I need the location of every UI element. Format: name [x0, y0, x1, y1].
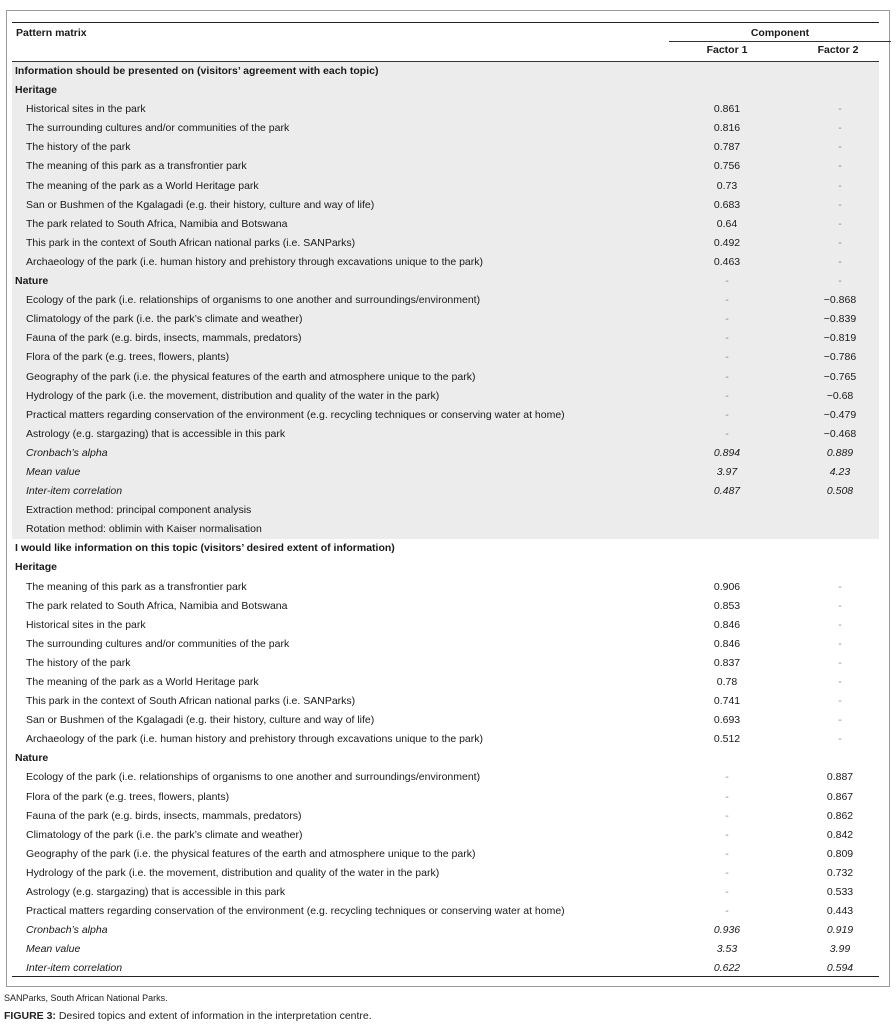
pattern-matrix-label: Pattern matrix	[16, 27, 87, 39]
table-row	[12, 329, 879, 348]
factor2-value: -	[838, 580, 842, 593]
factor1-value: -	[725, 905, 729, 918]
table-row	[12, 387, 879, 406]
factor1-value: 0.906	[713, 580, 741, 593]
method-note-label: Rotation method: oblimin with Kaiser normalisation	[26, 523, 262, 536]
component-underline	[669, 41, 891, 42]
table-body	[12, 62, 879, 979]
table-row-label: Practical matters regarding conservation of the environment (e.g. recycling techniques or conserving water at home)	[26, 408, 565, 421]
factor2-value: −0.765	[823, 370, 857, 383]
table-row	[12, 673, 879, 692]
factor1-value: 0.492	[713, 236, 741, 249]
table-row	[12, 730, 879, 749]
factor1-value: 0.741	[713, 695, 741, 708]
stat-row-label: Cronbach’s alpha	[26, 446, 108, 459]
table-row	[12, 234, 879, 253]
factor1-value: -	[725, 771, 729, 784]
table-row-label: Fauna of the park (e.g. birds, insects, mammals, predators)	[26, 809, 302, 822]
factor2-value: 3.99	[829, 943, 851, 956]
factor2-value: -	[838, 656, 842, 669]
factor1-value: 0.693	[713, 714, 741, 727]
table-row	[12, 635, 879, 654]
table-row-label: The meaning of the park as a World Heritage park	[26, 676, 259, 688]
table-row-label: Geography of the park (i.e. the physical features of the earth and atmosphere unique to the park)	[26, 370, 476, 383]
table-row-label: Astrology (e.g. stargazing) that is accessible in this park	[26, 427, 286, 440]
table-row	[12, 138, 879, 157]
factor1-value: 0.816	[713, 122, 741, 135]
table-row-label: This park in the context of South African national parks (i.e. SANParks)	[26, 236, 356, 249]
factor1-value: -	[725, 313, 729, 326]
table-row-label: The surrounding cultures and/or communities of the park	[26, 637, 290, 650]
stat-row	[12, 444, 879, 463]
factor2-value: -	[838, 695, 842, 708]
factor2-value: -	[838, 733, 842, 746]
caption-label: FIGURE 3:	[4, 1010, 56, 1022]
caption-text: Desired topics and extent of information in the interpretation centre.	[55, 1010, 372, 1022]
factor1-value: -	[725, 275, 729, 288]
factor1-value: -	[725, 370, 729, 383]
factor2-value: -	[838, 160, 842, 173]
group-heading-label: Nature	[15, 275, 49, 288]
group-heading-label: Heritage	[15, 84, 58, 97]
table-row	[12, 845, 879, 864]
factor1-value: -	[725, 847, 729, 860]
factor2-value: 0.533	[826, 886, 854, 899]
table-row-label: Climatology of the park (i.e. the park’s climate and weather)	[26, 828, 303, 841]
table-row-label: Astrology (e.g. stargazing) that is accessible in this park	[26, 886, 286, 899]
factor2-value: -	[838, 236, 842, 249]
table-row	[12, 215, 879, 234]
factor2-value: -	[838, 179, 842, 192]
table-row-label: The surrounding cultures and/or communities of the park	[26, 122, 290, 135]
table-row-label: Historical sites in the park	[26, 103, 146, 116]
group-heading	[12, 749, 879, 768]
table-row-label: Geography of the park (i.e. the physical features of the earth and atmosphere unique to the park)	[26, 847, 476, 860]
factor2-value: -	[838, 255, 842, 268]
table-row	[12, 406, 879, 425]
factor2-value: 0.919	[826, 924, 854, 937]
footnote: SANParks, South African National Parks.	[4, 993, 168, 1003]
factor2-value: -	[838, 198, 842, 211]
group-heading-label: Nature	[15, 752, 49, 765]
factor2-header: Factor 2	[817, 44, 859, 56]
table-row	[12, 425, 879, 444]
table-row-label: Practical matters regarding conservation of the environment (e.g. recycling techniques or conserving water at home)	[26, 905, 565, 918]
component-label: Component	[750, 27, 810, 39]
stat-row-label: Mean value	[26, 465, 81, 478]
factor1-value: 0.463	[713, 255, 741, 268]
table-row-label: Archaeology of the park (i.e. human history and prehistory through excavations unique to the park)	[26, 255, 484, 268]
table-row-label: Historical sites in the park	[26, 618, 146, 631]
factor2-value: −0.786	[823, 351, 857, 364]
factor2-value: -	[838, 275, 842, 288]
table-row	[12, 597, 879, 616]
table-row	[12, 692, 879, 711]
factor2-value: −0.819	[823, 332, 857, 345]
factor1-value: 0.512	[713, 733, 741, 746]
factor1-value: 0.78	[716, 676, 738, 688]
table-row-label: San or Bushmen of the Kgalagadi (e.g. their history, culture and way of life)	[26, 198, 375, 211]
factor2-value: −0.479	[823, 408, 857, 421]
factor1-value: 0.861	[713, 103, 741, 116]
factor1-value: 3.97	[716, 465, 738, 478]
factor2-value: −0.868	[823, 294, 857, 307]
factor1-value: -	[725, 809, 729, 822]
factor2-value: -	[838, 141, 842, 154]
table-row-label: The meaning of this park as a transfrontier park	[26, 160, 247, 173]
table-row	[12, 826, 879, 845]
factor1-value: -	[725, 332, 729, 345]
factor2-value: -	[838, 676, 842, 688]
stat-row	[12, 482, 879, 501]
stat-row	[12, 940, 879, 959]
method-note	[12, 501, 879, 520]
factor1-value: -	[725, 427, 729, 440]
factor1-value: 3.53	[716, 943, 738, 956]
factor2-value: -	[838, 714, 842, 727]
table-section	[12, 62, 879, 539]
factor1-value: 0.487	[713, 485, 741, 498]
method-note-label: Extraction method: principal component analysis	[26, 504, 252, 517]
method-note	[12, 520, 879, 539]
factor2-value: 4.23	[829, 465, 851, 478]
table-row-label: The meaning of the park as a World Heritage park	[26, 179, 259, 192]
table-row-label: Ecology of the park (i.e. relationships of organisms to one another and surroundings/environment)	[26, 771, 481, 784]
factor2-value: 0.862	[826, 809, 854, 822]
factor1-value: 0.846	[713, 637, 741, 650]
factor2-value: 0.887	[826, 771, 854, 784]
table-row-label: Fauna of the park (e.g. birds, insects, mammals, predators)	[26, 332, 302, 345]
factor2-value: 0.732	[826, 866, 854, 879]
factor2-value: -	[838, 217, 842, 230]
table-row	[12, 157, 879, 176]
factor1-value: -	[725, 828, 729, 841]
table-row-label: Flora of the park (e.g. trees, flowers, plants)	[26, 351, 230, 364]
table-row-label: The history of the park	[26, 141, 131, 154]
factor2-value: 0.809	[826, 847, 854, 860]
table-row	[12, 119, 879, 138]
factor1-value: -	[725, 389, 729, 402]
table-row	[12, 902, 879, 921]
factor1-value: -	[725, 886, 729, 899]
section-title	[12, 62, 879, 81]
stat-row-label: Mean value	[26, 943, 81, 956]
table-row	[12, 348, 879, 367]
factor2-value: 0.508	[826, 485, 854, 498]
table-row-label: Hydrology of the park (i.e. the movement, distribution and quality of the water in the park)	[26, 866, 440, 879]
table-row	[12, 177, 879, 196]
factor1-value: 0.936	[713, 924, 741, 937]
factor1-header: Factor 1	[706, 44, 748, 56]
factor1-value: -	[725, 351, 729, 364]
factor1-value: -	[725, 408, 729, 421]
table-row-label: San or Bushmen of the Kgalagadi (e.g. their history, culture and way of life)	[26, 714, 375, 727]
factor1-value: 0.853	[713, 599, 741, 612]
factor2-value: −0.839	[823, 313, 857, 326]
group-heading	[12, 272, 879, 291]
factor1-value: -	[725, 790, 729, 803]
factor1-value: 0.73	[716, 179, 738, 192]
factor2-value: −0.68	[826, 389, 854, 402]
factor1-value: 0.894	[713, 446, 741, 459]
table-row-label: The history of the park	[26, 656, 131, 669]
table-row	[12, 768, 879, 787]
table-row-label: Archaeology of the park (i.e. human history and prehistory through excavations unique to the park)	[26, 733, 484, 746]
factor2-value: -	[838, 103, 842, 116]
factor1-value: 0.846	[713, 618, 741, 631]
factor2-value: -	[838, 599, 842, 612]
table-row	[12, 864, 879, 883]
stat-row-label: Inter-item correlation	[26, 485, 123, 498]
table-row	[12, 291, 879, 310]
factor2-value: 0.594	[826, 962, 854, 975]
table-row	[12, 578, 879, 597]
factor2-value: −0.468	[823, 427, 857, 440]
table-row	[12, 807, 879, 826]
stat-row-label: Cronbach’s alpha	[26, 924, 108, 937]
factor1-value: 0.787	[713, 141, 741, 154]
factor2-value: -	[838, 637, 842, 650]
factor2-value: 0.443	[826, 905, 854, 918]
table-row	[12, 711, 879, 730]
section-title	[12, 539, 879, 558]
factor1-value: 0.683	[713, 198, 741, 211]
table-row-label: Hydrology of the park (i.e. the movement, distribution and quality of the water in the park)	[26, 389, 440, 402]
table-row	[12, 196, 879, 215]
table-row	[12, 883, 879, 902]
section-title-label: I would like information on this topic (visitors’ desired extent of information)	[15, 542, 395, 555]
table-row	[12, 253, 879, 272]
factor2-value: 0.889	[826, 446, 854, 459]
table-section	[12, 539, 879, 978]
factor2-value: -	[838, 122, 842, 135]
factor1-value: 0.756	[713, 160, 741, 173]
stat-row	[12, 921, 879, 940]
table-row-label: The meaning of this park as a transfrontier park	[26, 580, 247, 593]
table-row	[12, 788, 879, 807]
factor2-value: 0.842	[826, 828, 854, 841]
table-row-label: Flora of the park (e.g. trees, flowers, plants)	[26, 790, 230, 803]
stat-row-label: Inter-item correlation	[26, 962, 123, 975]
table-row	[12, 310, 879, 329]
table-bottom-rule	[12, 976, 879, 977]
factor1-value: -	[725, 294, 729, 307]
factor1-value: -	[725, 866, 729, 879]
section-title-label: Information should be presented on (visitors’ agreement with each topic)	[15, 65, 379, 77]
table-row-label: Ecology of the park (i.e. relationships of organisms to one another and surroundings/environment)	[26, 294, 481, 307]
group-heading	[12, 81, 879, 100]
table-row-label: This park in the context of South African national parks (i.e. SANParks)	[26, 695, 356, 708]
factor2-value: 0.867	[826, 790, 854, 803]
table-row-label: Climatology of the park (i.e. the park’s climate and weather)	[26, 313, 303, 326]
factor1-value: 0.622	[713, 962, 741, 975]
table-row-label: The park related to South Africa, Namibia and Botswana	[26, 217, 288, 230]
table-row-label: The park related to South Africa, Namibia and Botswana	[26, 599, 288, 612]
table-row	[12, 616, 879, 635]
group-heading	[12, 558, 879, 577]
factor1-value: 0.64	[716, 217, 738, 230]
group-heading-label: Heritage	[15, 561, 58, 574]
table-row	[12, 654, 879, 673]
table-header	[12, 23, 879, 61]
figure-caption	[4, 1010, 372, 1022]
factor2-value: -	[838, 618, 842, 631]
stat-row	[12, 463, 879, 482]
table-row	[12, 100, 879, 119]
table-row	[12, 368, 879, 387]
factor1-value: 0.837	[713, 656, 741, 669]
